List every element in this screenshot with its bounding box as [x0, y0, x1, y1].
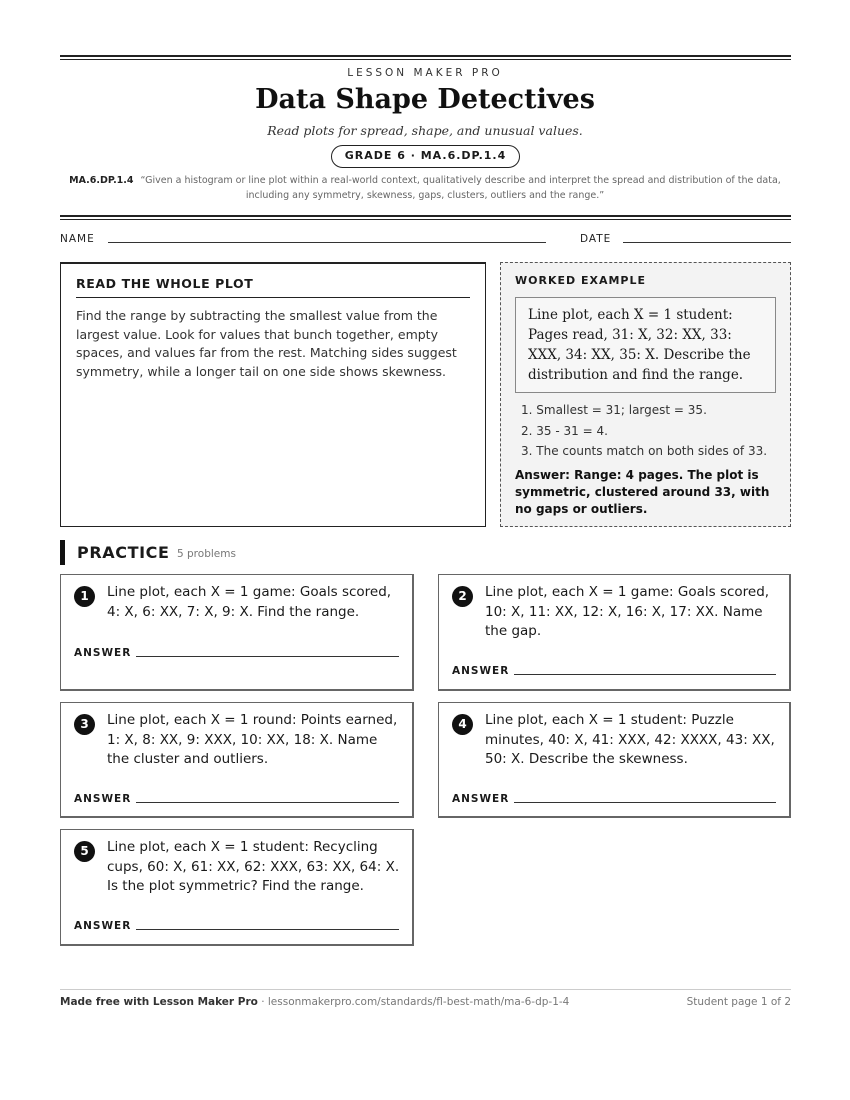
problem-number-badge: 1 — [74, 586, 95, 607]
answer-field[interactable] — [136, 802, 399, 803]
worked-step: 1. Smallest = 31; largest = 35. — [521, 403, 707, 417]
brand-name: LESSON MAKER PRO — [347, 67, 503, 79]
worked-example-box — [500, 262, 791, 527]
answer-label: ANSWER — [74, 793, 132, 805]
practice-count: 5 problems — [177, 548, 236, 560]
answer-label: ANSWER — [452, 793, 510, 805]
problem-number-badge: 4 — [452, 714, 473, 735]
answer-label: ANSWER — [74, 647, 132, 659]
date-label: DATE — [580, 233, 612, 245]
problem-card-4 — [438, 702, 791, 818]
problem-number-badge: 2 — [452, 586, 473, 607]
worksheet-subtitle: Read plots for spread, shape, and unusual values. — [267, 123, 583, 138]
date-field[interactable] — [623, 242, 791, 243]
page-number: Student page 1 of 2 — [686, 996, 791, 1008]
name-field[interactable] — [108, 242, 546, 243]
problem-card-2 — [438, 574, 791, 691]
worked-step: 3. The counts match on both sides of 33. — [521, 444, 768, 458]
worked-example-title: WORKED EXAMPLE — [515, 274, 646, 287]
footer-made-with: Made free with Lesson Maker Pro — [60, 996, 258, 1008]
answer-field[interactable] — [514, 674, 776, 675]
worked-example-problem: Line plot, each X = 1 student: Pages read, 31: X, 32: XX, 33: XXX, 34: XX, 35: X. Describe the distribution and find the range. — [515, 297, 776, 393]
problem-text: Line plot, each X = 1 game: Goals scored, 10: X, 11: XX, 12: X, 16: X, 17: XX. Name the gap. — [485, 584, 770, 639]
mid-rule-thick — [60, 215, 791, 217]
problem-number-badge: 3 — [74, 714, 95, 735]
answer-field[interactable] — [514, 802, 776, 803]
problem-card-5 — [60, 829, 414, 946]
standard-description — [62, 173, 788, 203]
footer-rule — [60, 989, 791, 990]
problem-number-badge: 5 — [74, 841, 95, 862]
problem-text: Line plot, each X = 1 student: Puzzle minutes, 40: X, 41: XXX, 42: XXXX, 43: XX, 50: X. Describe the skewness. — [485, 712, 775, 767]
mid-rule-thin — [60, 219, 791, 220]
answer-field[interactable] — [136, 929, 399, 930]
worked-example-steps — [515, 400, 776, 462]
worksheet-title: Data Shape Detectives — [255, 84, 595, 115]
standard-text: “Given a histogram or line plot within a real-world context, qualitatively describe and interpret the spread and distribution of the data, including any symmetry, skewness, gaps, clusters, outliers and the range.” — [140, 175, 781, 201]
read-the-whole-plot-box — [60, 262, 486, 527]
footer-url[interactable]: · lessonmakerpro.com/standards/fl-best-math/ma-6-dp-1-4 — [257, 996, 570, 1008]
top-rule-thin — [60, 59, 791, 60]
problem-card-1 — [60, 574, 414, 691]
answer-field[interactable] — [136, 656, 399, 657]
worked-example-answer: Answer: Range: 4 pages. The plot is symmetric, clustered around 33, with no gaps or outliers. — [515, 467, 770, 516]
problem-text: Line plot, each X = 1 round: Points earned, 1: X, 8: XX, 9: XXX, 10: XX, 18: X. Name the cluster and outliers. — [107, 712, 398, 767]
top-rule-thick — [60, 55, 791, 57]
grade-badge: GRADE 6 · MA.6.DP.1.4 — [331, 145, 520, 168]
footer-credit — [60, 996, 569, 1008]
worked-step: 2. 35 - 31 = 4. — [521, 423, 608, 438]
standard-code: MA.6.DP.1.4 — [69, 175, 134, 186]
practice-heading: PRACTICE — [77, 543, 170, 562]
problem-text: Line plot, each X = 1 game: Goals scored, 4: X, 6: XX, 7: X, 9: X. Find the range. — [107, 584, 392, 620]
name-label: NAME — [60, 233, 95, 245]
read-box-title: READ THE WHOLE PLOT — [76, 276, 470, 298]
problem-card-3 — [60, 702, 414, 818]
problem-text: Line plot, each X = 1 student: Recycling cups, 60: X, 61: XX, 62: XXX, 63: XX, 64: X. Is the plot symmetric? Find the range. — [107, 839, 400, 894]
answer-label: ANSWER — [74, 920, 132, 932]
read-box-body: Find the range by subtracting the smallest value from the largest value. Look for values that bunch together, empty spaces, and values far from the rest. Matching sides suggest symmetry, while a longer tail on one side shows skewness. — [76, 308, 457, 379]
practice-accent-bar — [60, 540, 65, 565]
answer-label: ANSWER — [452, 665, 510, 677]
